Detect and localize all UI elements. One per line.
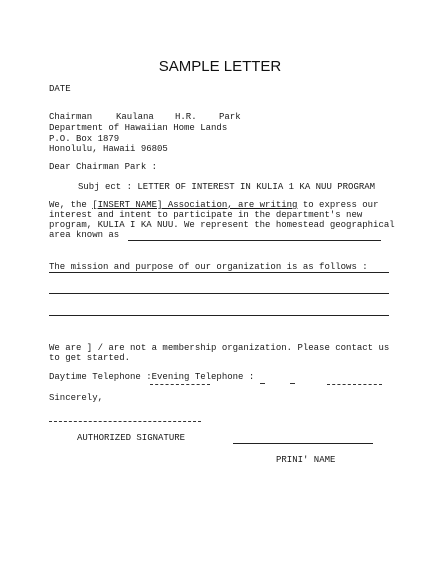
mission-field-line-1[interactable]: [49, 272, 389, 273]
subject-line: Subj ect : LETTER OF INTEREST IN KULIA 1 KA NUU PROGRAM: [78, 182, 376, 192]
membership-line-1: We are ] / are not a membership organization. Please contact us: [49, 343, 390, 353]
geographical-area-field-line[interactable]: [128, 240, 381, 241]
paragraph-1-suffix: to express our: [297, 200, 379, 210]
telephone-label: Daytime Telephone :Evening Telephone :: [49, 372, 255, 382]
recipient-po-box: P.O. Box 1879: [49, 134, 120, 144]
recipient-title: Chairman: [49, 112, 93, 122]
print-name-label: PRINI' NAME: [276, 455, 336, 465]
print-name-field-line[interactable]: [233, 443, 373, 444]
paragraph-1-line-3: program, KULIA I KA NUU. We represent the homestead geographical: [49, 220, 395, 230]
paragraph-1-line-2: interest and intent to participate in the department's new: [49, 210, 363, 220]
recipient-city: Honolulu, Hawaii 96805: [49, 144, 168, 154]
evening-telephone-field[interactable]: [327, 384, 382, 385]
page-title: SAMPLE LETTER: [158, 58, 282, 75]
evening-telephone-field-mark-2: [290, 383, 295, 384]
date-label: DATE: [49, 84, 71, 94]
paragraph-1-line-4: area known as: [49, 230, 120, 240]
signature-field-line[interactable]: [49, 421, 201, 422]
evening-telephone-field-mark-1: [260, 383, 265, 384]
closing: Sincerely,: [49, 393, 104, 403]
mission-statement-label: The mission and purpose of our organization is as follows :: [49, 262, 368, 272]
mission-field-line-2[interactable]: [49, 293, 389, 294]
insert-name-placeholder: [INSERT NAME] Association, are writing: [92, 200, 298, 210]
recipient-last-name: Park: [219, 112, 241, 122]
membership-line-2: to get started.: [49, 353, 131, 363]
daytime-telephone-field[interactable]: [150, 384, 210, 385]
recipient-department: Department of Hawaiian Home Lands: [49, 123, 228, 133]
salutation: Dear Chairman Park :: [49, 162, 158, 172]
authorized-signature-label: AUTHORIZED SIGNATURE: [77, 433, 186, 443]
paragraph-1-prefix: We, the: [49, 200, 93, 210]
mission-field-line-3[interactable]: [49, 315, 389, 316]
recipient-first-name: Kaulana: [116, 112, 154, 122]
recipient-initials: H.R.: [175, 112, 197, 122]
